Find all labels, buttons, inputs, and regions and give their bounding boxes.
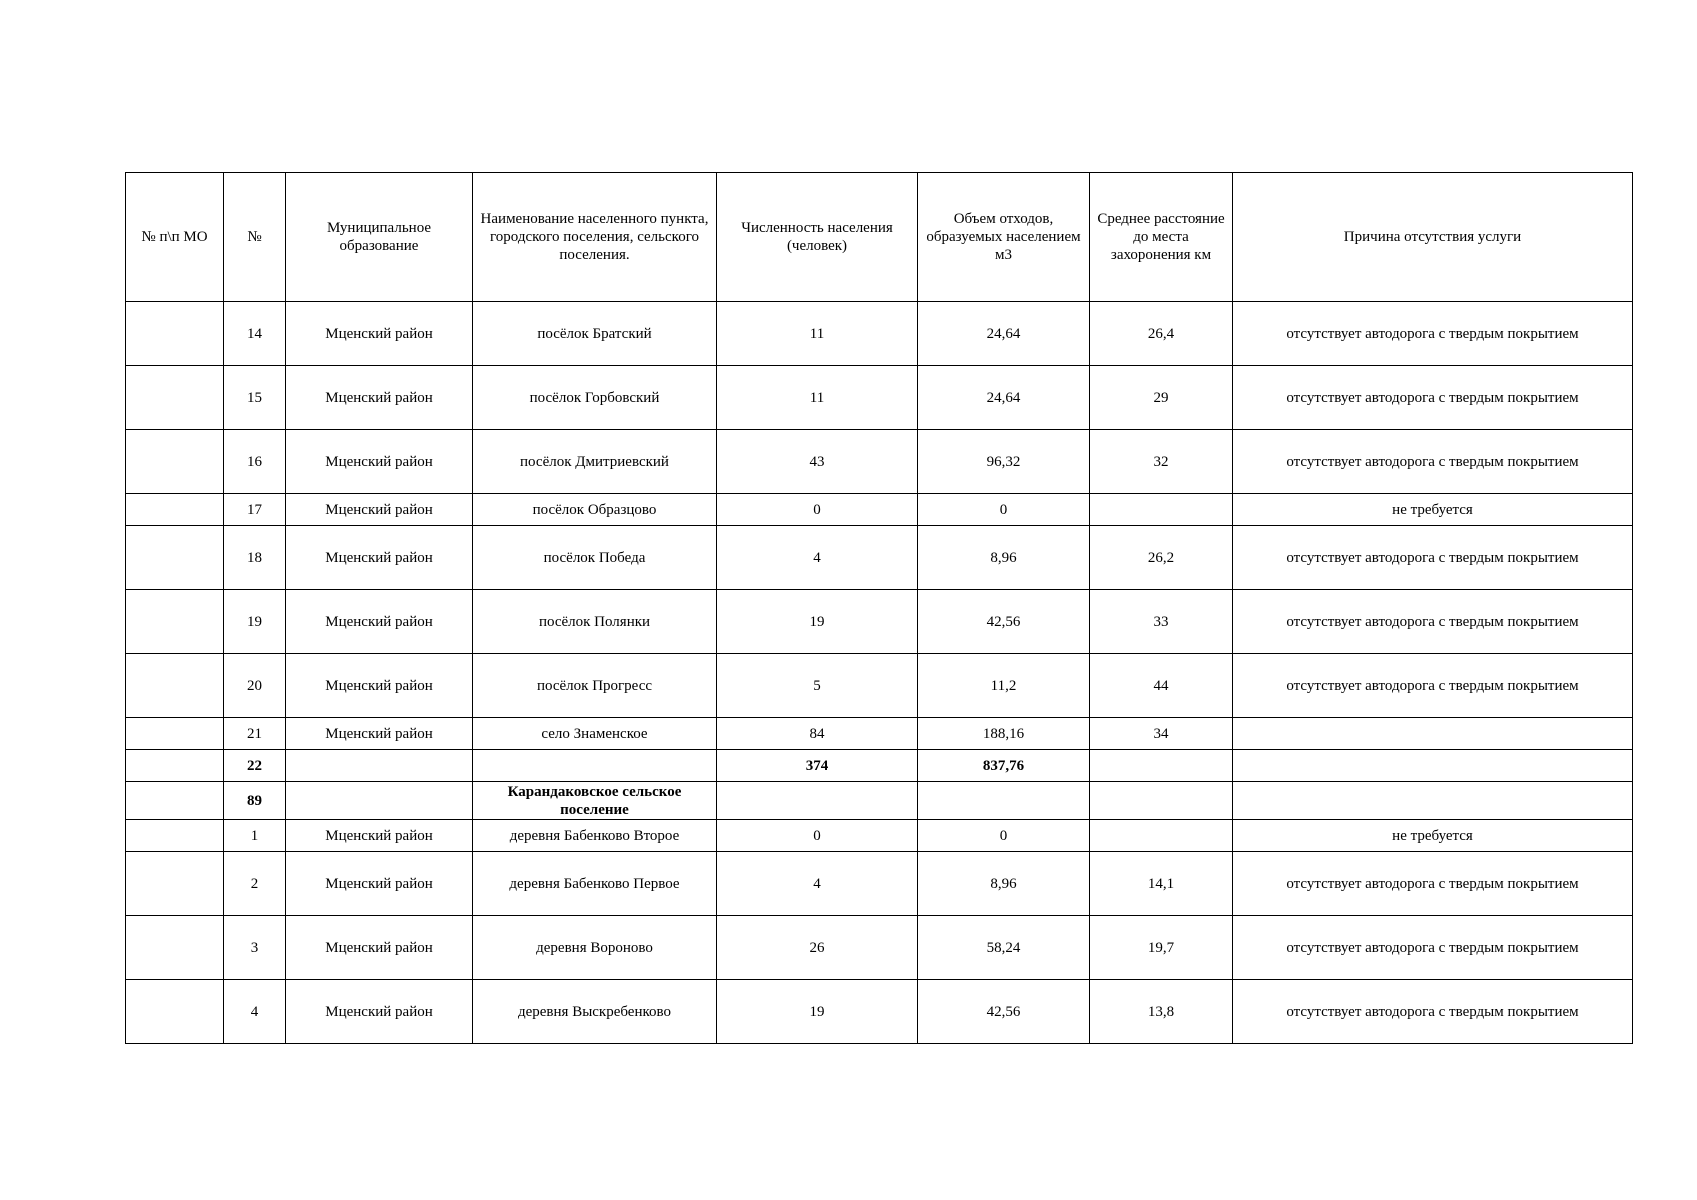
header-waste-volume: Объем отходов, образуемых населением м3 (918, 173, 1090, 302)
cell-population: 26 (717, 916, 918, 980)
cell-distance: 33 (1090, 590, 1233, 654)
table-row (126, 494, 1633, 526)
cell-settlement: деревня Бабенково Второе (473, 820, 717, 852)
cell-waste-volume: 24,64 (918, 302, 1090, 366)
cell-population: 11 (717, 366, 918, 430)
cell-reason: отсутствует автодорога с твердым покрытием (1233, 916, 1633, 980)
cell-population: 374 (717, 750, 918, 782)
cell-settlement: посёлок Горбовский (473, 366, 717, 430)
cell-settlement: деревня Вороново (473, 916, 717, 980)
section-header-row (126, 782, 1633, 820)
cell-distance: 32 (1090, 430, 1233, 494)
header-municipality: Муниципальное образование (286, 173, 473, 302)
cell-mo (126, 820, 224, 852)
cell-settlement: посёлок Прогресс (473, 654, 717, 718)
cell-mo (126, 916, 224, 980)
cell-population: 84 (717, 718, 918, 750)
cell-distance: 14,1 (1090, 852, 1233, 916)
cell-distance: 44 (1090, 654, 1233, 718)
cell-reason: отсутствует автодорога с твердым покрытием (1233, 526, 1633, 590)
cell-waste-volume: 0 (918, 494, 1090, 526)
waste-service-table (125, 172, 1633, 1044)
cell-waste-volume: 58,24 (918, 916, 1090, 980)
cell-settlement: посёлок Братский (473, 302, 717, 366)
table-row (126, 980, 1633, 1044)
cell-waste-volume: 837,76 (918, 750, 1090, 782)
cell-settlement: посёлок Победа (473, 526, 717, 590)
table-row (126, 526, 1633, 590)
header-distance: Среднее расстояние до места захоронения км (1090, 173, 1233, 302)
cell-distance: 29 (1090, 366, 1233, 430)
cell-waste-volume: 24,64 (918, 366, 1090, 430)
cell-mo (126, 718, 224, 750)
cell-reason (1233, 718, 1633, 750)
cell-number: 4 (224, 980, 286, 1044)
cell-municipality: Мценский район (286, 916, 473, 980)
cell-distance: 13,8 (1090, 980, 1233, 1044)
cell-municipality: Мценский район (286, 526, 473, 590)
table-row (126, 916, 1633, 980)
cell-settlement: посёлок Полянки (473, 590, 717, 654)
cell-mo (126, 782, 224, 820)
cell-reason: отсутствует автодорога с твердым покрытием (1233, 430, 1633, 494)
cell-waste-volume: 0 (918, 820, 1090, 852)
table-row (126, 654, 1633, 718)
table-row (126, 820, 1633, 852)
cell-distance: 26,4 (1090, 302, 1233, 366)
table-row (126, 718, 1633, 750)
cell-municipality: Мценский район (286, 654, 473, 718)
header-reason: Причина отсутствия услуги (1233, 173, 1633, 302)
cell-population: 11 (717, 302, 918, 366)
header-settlement: Наименование населенного пункта, городского поселения, сельского поселения. (473, 173, 717, 302)
cell-number: 16 (224, 430, 286, 494)
header-population: Численность населения (человек) (717, 173, 918, 302)
cell-distance (1090, 820, 1233, 852)
cell-mo (126, 302, 224, 366)
cell-distance: 26,2 (1090, 526, 1233, 590)
table-row (126, 366, 1633, 430)
cell-municipality (286, 750, 473, 782)
cell-number: 18 (224, 526, 286, 590)
cell-population: 19 (717, 980, 918, 1044)
cell-municipality: Мценский район (286, 590, 473, 654)
cell-number: 14 (224, 302, 286, 366)
cell-waste-volume: 42,56 (918, 590, 1090, 654)
cell-reason: отсутствует автодорога с твердым покрытием (1233, 302, 1633, 366)
cell-reason: отсутствует автодорога с твердым покрытием (1233, 654, 1633, 718)
cell-number: 2 (224, 852, 286, 916)
cell-municipality: Мценский район (286, 820, 473, 852)
cell-distance: 19,7 (1090, 916, 1233, 980)
cell-waste-volume (918, 782, 1090, 820)
cell-mo (126, 750, 224, 782)
cell-municipality: Мценский район (286, 718, 473, 750)
cell-settlement: посёлок Дмитриевский (473, 430, 717, 494)
cell-mo (126, 590, 224, 654)
cell-reason: отсутствует автодорога с твердым покрытием (1233, 366, 1633, 430)
cell-population: 43 (717, 430, 918, 494)
cell-population: 0 (717, 494, 918, 526)
cell-number: 1 (224, 820, 286, 852)
header-row (126, 173, 1633, 302)
cell-distance (1090, 750, 1233, 782)
cell-municipality: Мценский район (286, 494, 473, 526)
cell-reason: не требуется (1233, 820, 1633, 852)
cell-reason: не требуется (1233, 494, 1633, 526)
cell-municipality: Мценский район (286, 980, 473, 1044)
cell-number: 21 (224, 718, 286, 750)
cell-waste-volume: 42,56 (918, 980, 1090, 1044)
cell-settlement: село Знаменское (473, 718, 717, 750)
cell-mo (126, 980, 224, 1044)
table-row (126, 590, 1633, 654)
cell-municipality: Мценский район (286, 302, 473, 366)
table-row (126, 852, 1633, 916)
header-mo-number: № п\п МО (126, 173, 224, 302)
cell-distance: 34 (1090, 718, 1233, 750)
cell-number: 17 (224, 494, 286, 526)
cell-number: 19 (224, 590, 286, 654)
cell-population (717, 782, 918, 820)
cell-number: 15 (224, 366, 286, 430)
cell-mo (126, 654, 224, 718)
cell-reason (1233, 750, 1633, 782)
cell-waste-volume: 8,96 (918, 526, 1090, 590)
table-row (126, 302, 1633, 366)
cell-settlement: посёлок Образцово (473, 494, 717, 526)
cell-waste-volume: 11,2 (918, 654, 1090, 718)
cell-settlement: Карандаковское сельское поселение (473, 782, 717, 820)
cell-municipality: Мценский район (286, 852, 473, 916)
cell-mo (126, 366, 224, 430)
cell-distance (1090, 782, 1233, 820)
cell-mo (126, 494, 224, 526)
cell-reason (1233, 782, 1633, 820)
cell-population: 19 (717, 590, 918, 654)
cell-population: 4 (717, 526, 918, 590)
cell-number: 22 (224, 750, 286, 782)
cell-waste-volume: 188,16 (918, 718, 1090, 750)
cell-municipality: Мценский район (286, 366, 473, 430)
table-row (126, 430, 1633, 494)
header-number: № (224, 173, 286, 302)
subtotal-row (126, 750, 1633, 782)
cell-reason: отсутствует автодорога с твердым покрытием (1233, 590, 1633, 654)
cell-distance (1090, 494, 1233, 526)
cell-reason: отсутствует автодорога с твердым покрытием (1233, 852, 1633, 916)
cell-mo (126, 430, 224, 494)
cell-population: 0 (717, 820, 918, 852)
cell-number: 20 (224, 654, 286, 718)
cell-settlement: деревня Выскребенково (473, 980, 717, 1044)
cell-population: 5 (717, 654, 918, 718)
cell-settlement (473, 750, 717, 782)
cell-mo (126, 526, 224, 590)
cell-municipality (286, 782, 473, 820)
cell-population: 4 (717, 852, 918, 916)
cell-municipality: Мценский район (286, 430, 473, 494)
cell-waste-volume: 8,96 (918, 852, 1090, 916)
cell-reason: отсутствует автодорога с твердым покрытием (1233, 980, 1633, 1044)
cell-waste-volume: 96,32 (918, 430, 1090, 494)
cell-number: 3 (224, 916, 286, 980)
cell-number: 89 (224, 782, 286, 820)
cell-settlement: деревня Бабенково Первое (473, 852, 717, 916)
cell-mo (126, 852, 224, 916)
